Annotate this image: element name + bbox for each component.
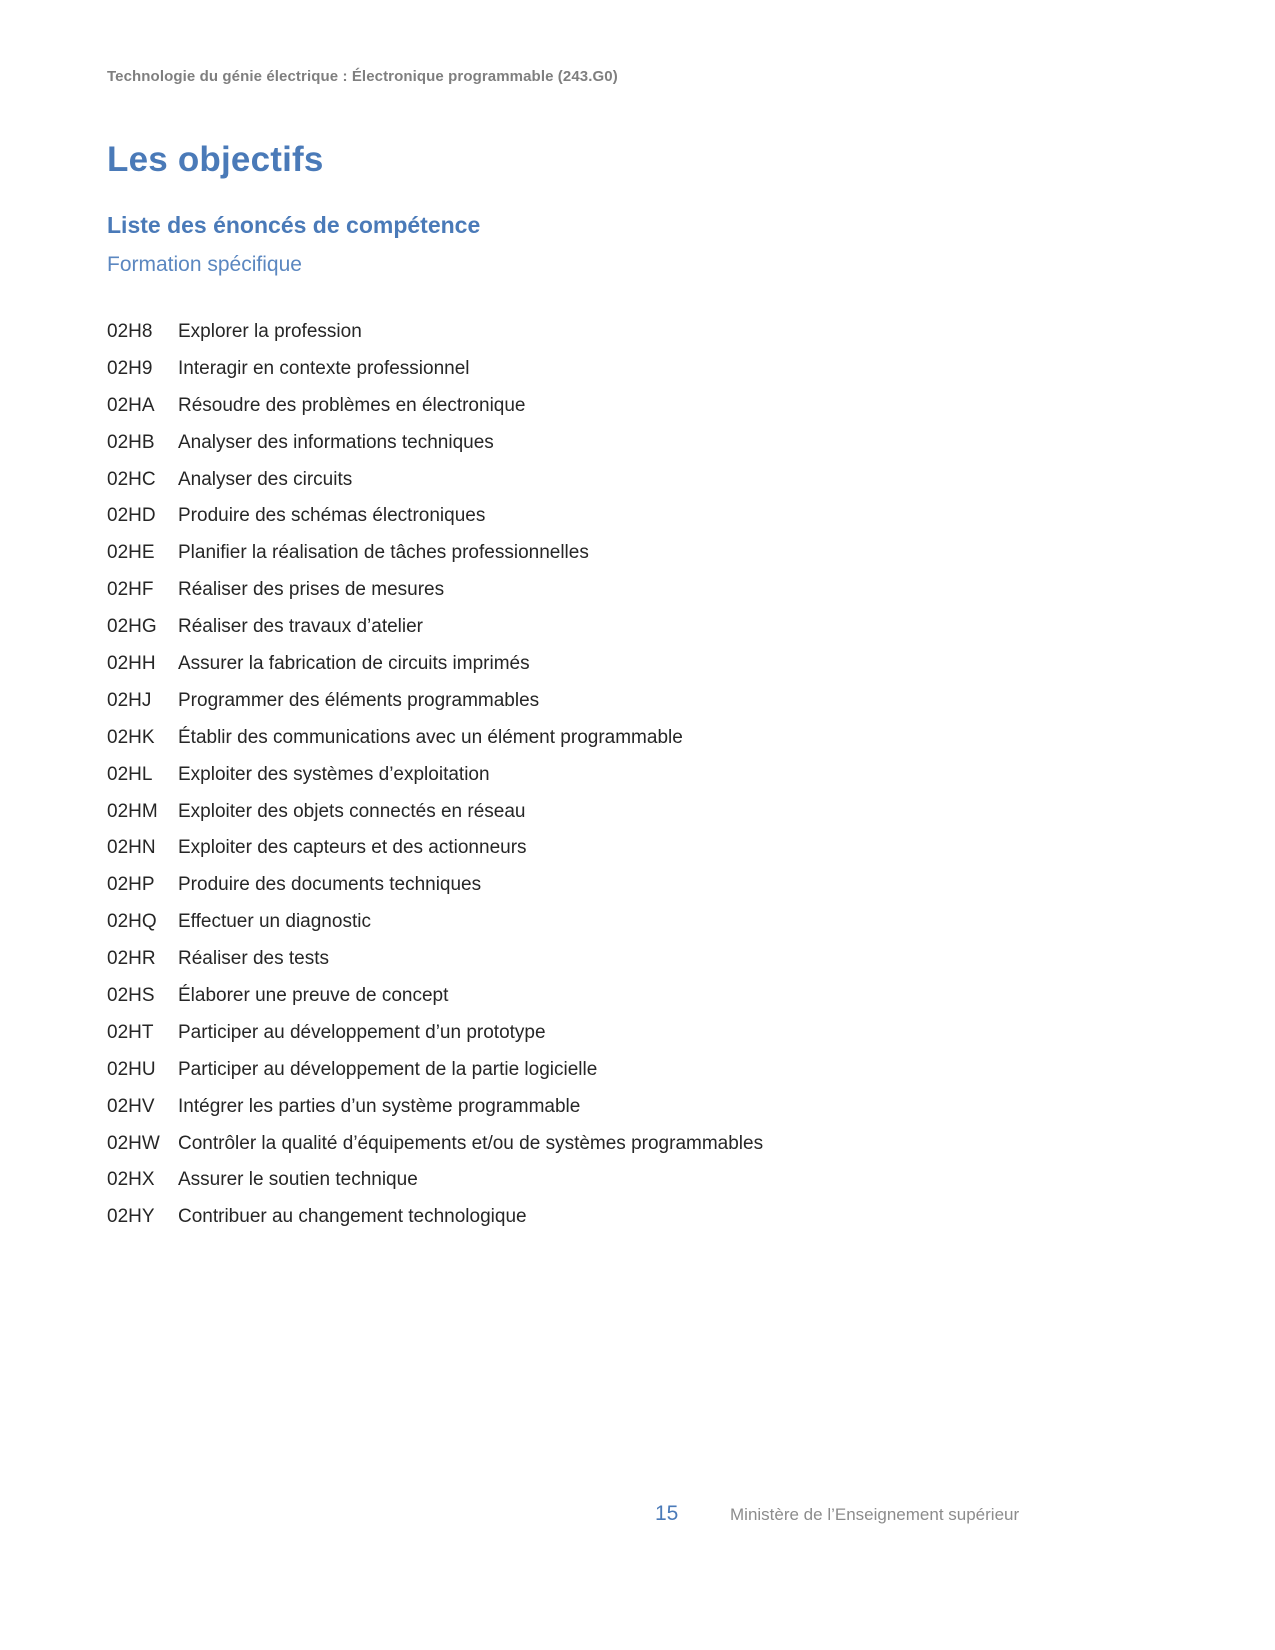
competency-row (107, 985, 1168, 1022)
competency-row (107, 653, 1168, 690)
page-title: Les objectifs (107, 140, 324, 179)
competency-row (107, 1022, 1168, 1059)
competency-label: Résoudre des problèmes en électronique (178, 394, 526, 416)
competency-label: Analyser des informations techniques (178, 431, 494, 453)
competency-row (107, 469, 1168, 506)
competency-label: Exploiter des capteurs et des actionneurs (178, 837, 527, 859)
competency-code: 02HJ (107, 689, 152, 711)
competency-code: 02HH (107, 653, 156, 675)
competency-label: Intégrer les parties d’un système programmable (178, 1095, 581, 1117)
competency-label: Réaliser des tests (178, 948, 330, 970)
page-footer (0, 1502, 1275, 1532)
competency-row (107, 1096, 1168, 1133)
competency-label: Participer au développement d’un prototype (178, 1021, 546, 1043)
competency-code: 02H9 (107, 357, 153, 379)
competency-row (107, 727, 1168, 764)
competency-row (107, 1206, 1168, 1243)
competency-label: Produire des schémas électroniques (178, 505, 486, 527)
competency-code: 02HF (107, 579, 154, 601)
competency-code: 02HT (107, 1021, 154, 1043)
competency-row (107, 801, 1168, 838)
competency-row (107, 764, 1168, 801)
competency-code: 02HY (107, 1206, 155, 1228)
competency-label: Planifier la réalisation de tâches professionnelles (178, 542, 589, 564)
running-head: Technologie du génie électrique : Électronique programmable (243.G0) (107, 68, 618, 85)
competency-label: Réaliser des travaux d’atelier (178, 616, 424, 638)
competency-label: Assurer le soutien technique (178, 1169, 418, 1191)
ministry-name: Ministère de l’Enseignement supérieur (730, 1505, 1020, 1524)
competency-code: 02H8 (107, 321, 153, 342)
page-number: 15 (655, 1502, 679, 1525)
competency-label: Contrôler la qualité d’équipements et/ou de systèmes programmables (178, 1132, 764, 1154)
competency-label: Contribuer au changement technologique (178, 1206, 527, 1228)
competency-row (107, 321, 1168, 358)
competency-label: Explorer la profession (178, 321, 362, 342)
competency-row (107, 579, 1168, 616)
competency-row (107, 358, 1168, 395)
competency-label: Exploiter des systèmes d’exploitation (178, 763, 490, 785)
competency-code: 02HM (107, 800, 158, 822)
competency-row (107, 837, 1168, 874)
competency-code: 02HV (107, 1095, 155, 1117)
competency-code: 02HR (107, 948, 156, 970)
competency-label: Analyser des circuits (178, 468, 353, 490)
competency-row (107, 1059, 1168, 1096)
competency-label: Établir des communications avec un élément programmable (178, 726, 683, 748)
competency-label: Interagir en contexte professionnel (178, 357, 470, 379)
competency-code: 02HX (107, 1169, 155, 1191)
competency-row (107, 616, 1168, 653)
competency-row (107, 542, 1168, 579)
competency-label: Assurer la fabrication de circuits imprimés (178, 653, 530, 675)
competency-code: 02HG (107, 616, 157, 638)
competency-code: 02HW (107, 1132, 160, 1154)
competency-code: 02HN (107, 837, 156, 859)
competency-label: Produire des documents techniques (178, 874, 482, 896)
section-subtitle: Liste des énoncés de compétence (107, 212, 481, 238)
competency-code: 02HL (107, 763, 153, 785)
competency-label: Participer au développement de la partie logicielle (178, 1058, 598, 1080)
competency-label: Élaborer une preuve de concept (178, 985, 449, 1007)
competency-row (107, 432, 1168, 469)
competency-label: Exploiter des objets connectés en réseau (178, 800, 526, 822)
competency-label: Réaliser des prises de mesures (178, 579, 445, 601)
competency-row (107, 948, 1168, 985)
competency-row (107, 1169, 1168, 1206)
competency-list (107, 321, 1168, 1243)
competency-code: 02HA (107, 394, 155, 416)
competency-code: 02HP (107, 874, 155, 896)
competency-label: Programmer des éléments programmables (178, 689, 540, 711)
competency-code: 02HU (107, 1058, 156, 1080)
competency-row (107, 395, 1168, 432)
competency-code: 02HS (107, 985, 155, 1007)
competency-code: 02HD (107, 505, 156, 527)
competency-row (107, 1133, 1168, 1170)
competency-code: 02HK (107, 726, 155, 748)
competency-code: 02HQ (107, 911, 157, 933)
competency-code: 02HC (107, 468, 156, 490)
competency-code: 02HE (107, 542, 155, 564)
section-kicker: Formation spécifique (107, 253, 302, 276)
competency-label: Effectuer un diagnostic (178, 911, 371, 933)
competency-row (107, 911, 1168, 948)
competency-row (107, 874, 1168, 911)
competency-row (107, 690, 1168, 727)
competency-row (107, 505, 1168, 542)
competency-code: 02HB (107, 431, 155, 453)
